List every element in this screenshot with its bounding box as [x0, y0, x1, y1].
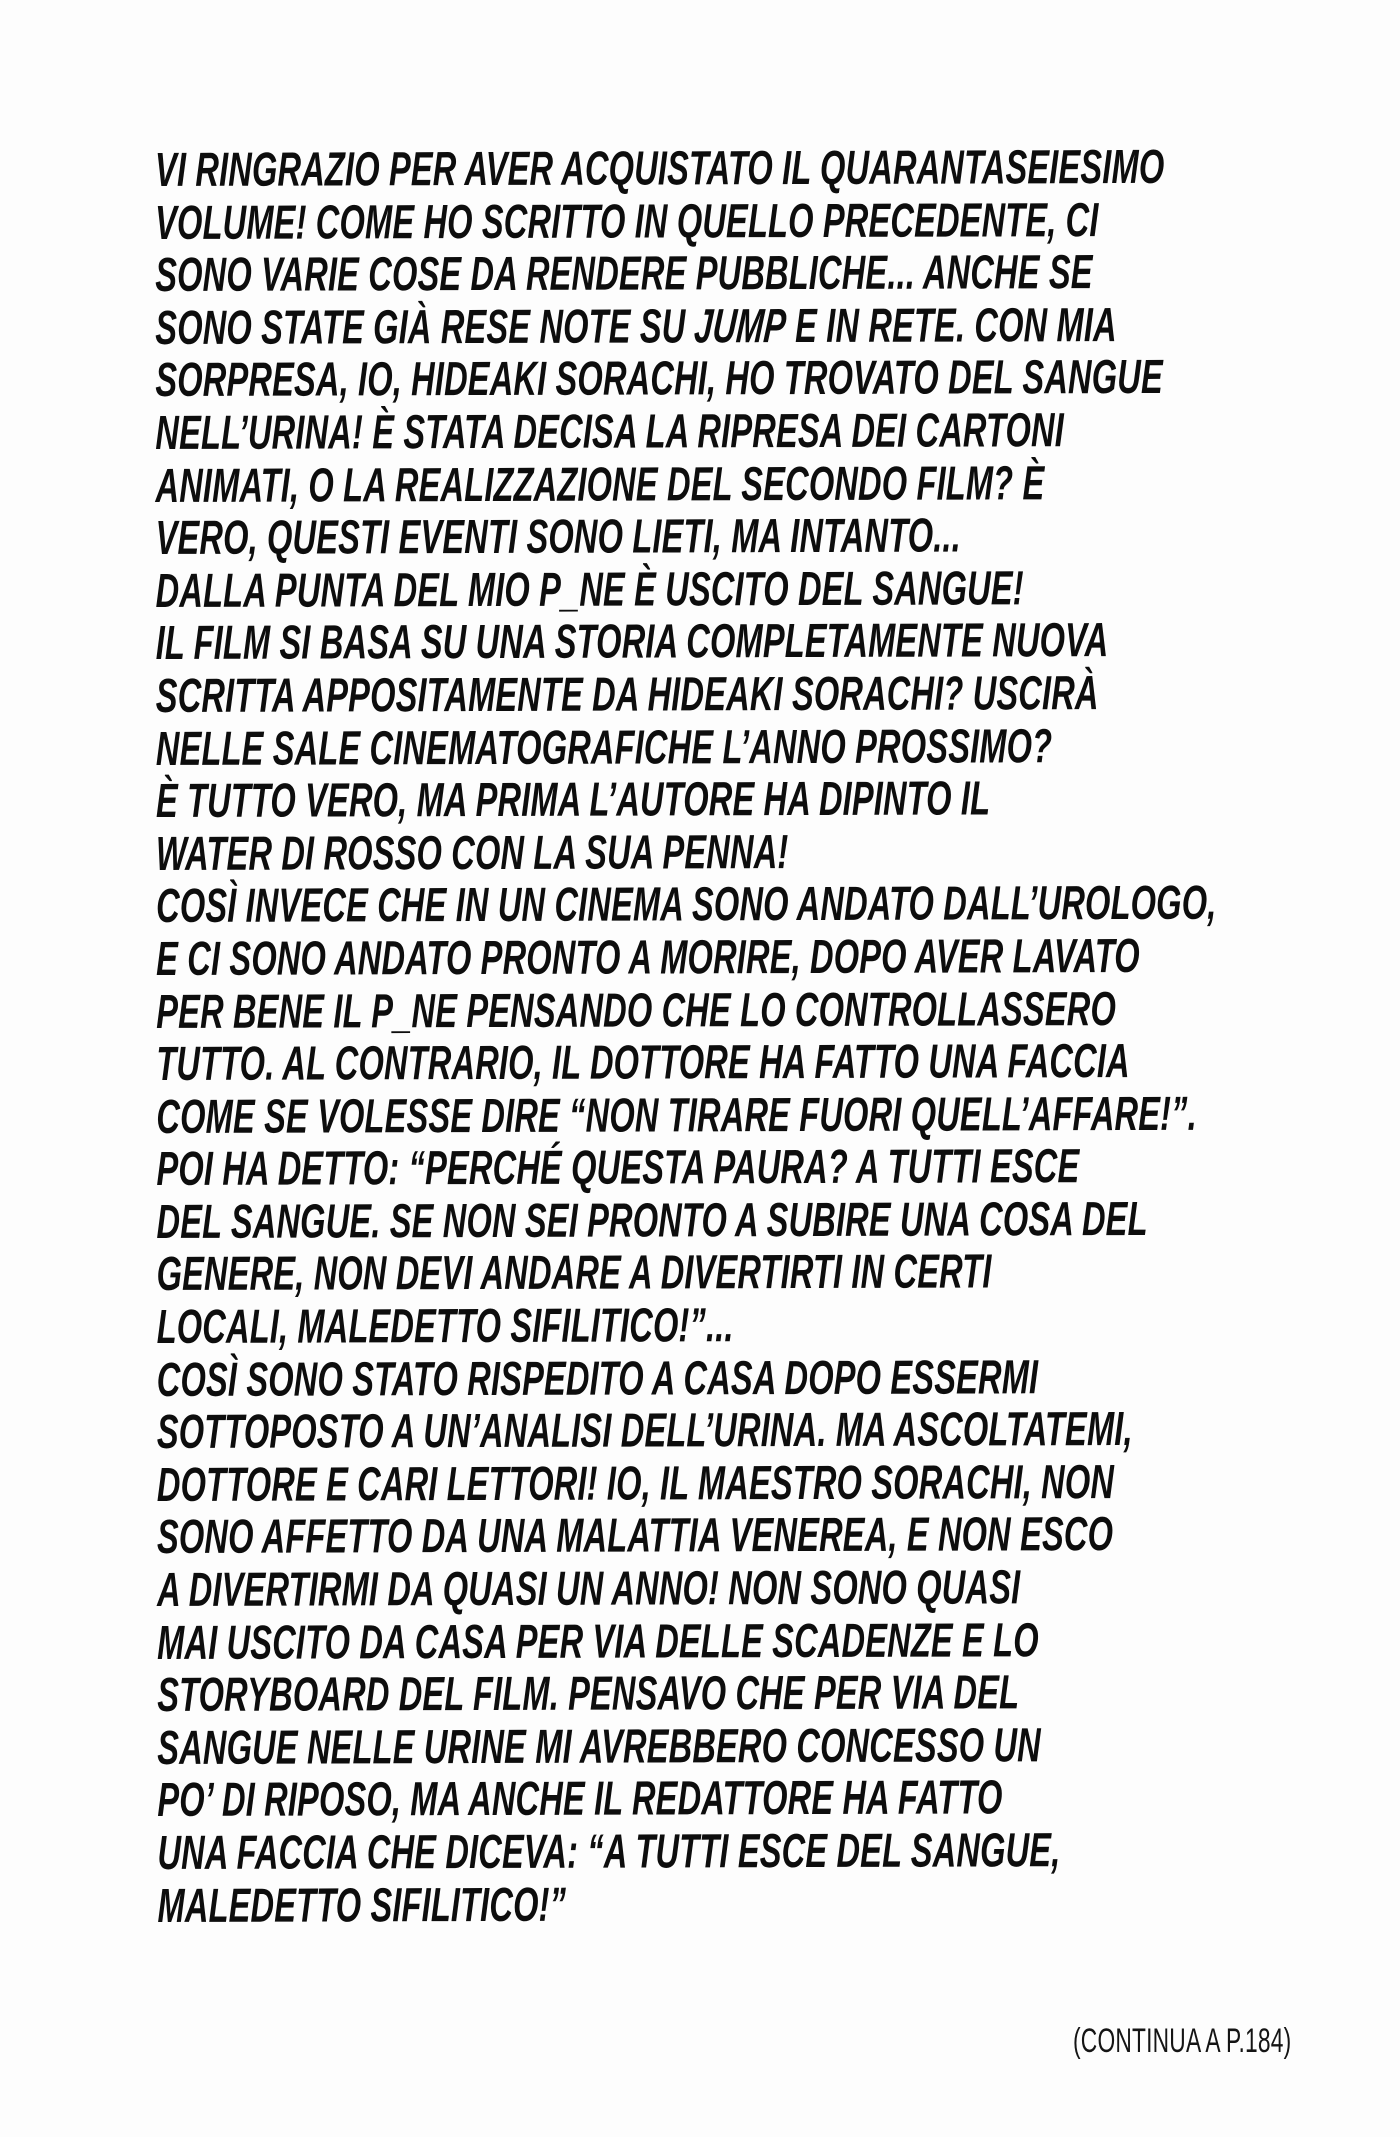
note-line: POI HA DETTO: “PERCHÉ QUESTA PAURA? A TUTTI ESCE — [156, 1140, 1080, 1197]
note-line-segment: SONO STATE GIÀ RESE NOTE SU — [155, 300, 695, 355]
note-line: DOTTORE E CARI LETTORI! IO, IL MAESTRO SORACHI, NON — [156, 1455, 1115, 1512]
note-line: LOCALI, MALEDETTO SIFILITICO!”... — [156, 1299, 734, 1355]
note-line: DEL SANGUE. SE NON SEI PRONTO A SUBIRE UNA COSA DEL — [156, 1192, 1148, 1249]
note-line-segment: E IN RETE. CON MIA — [785, 298, 1117, 353]
note-line: ANIMATI, O LA REALIZZAZIONE DEL SECONDO FILM? È — [155, 456, 1045, 513]
note-line: MAI USCITO DA CASA PER VIA DELLE SCADENZE E LO — [157, 1613, 1039, 1670]
note-line: SCRITTA APPOSITAMENTE DA HIDEAKI SORACHI? USCIRÀ — [155, 667, 1099, 723]
note-line: COME SE VOLESSE DIRE “NON TIRARE FUORI QUELL’AFFARE!”. — [156, 1087, 1197, 1144]
note-line: VI RINGRAZIO PER AVER ACQUISTATO IL QUARANTASEIESIMO — [154, 140, 1165, 197]
note-line: PO’ DI RIPOSO, MA ANCHE IL REDATTORE HA FATTO — [157, 1771, 1003, 1828]
note-line: WATER DI ROSSO CON LA SUA PENNA! — [155, 825, 789, 881]
continuation-note: (CONTINUA A P.184) — [1073, 2022, 1292, 2060]
note-line: NELL’URINA! È STATA DECISA LA RIPRESA DEI CARTONI — [155, 404, 1064, 460]
note-line: DALLA PUNTA DEL MIO P_NE È USCITO DEL SANGUE! — [155, 562, 1024, 618]
note-line: PER BENE IL P_NE PENSANDO CHE LO CONTROLLASSERO — [156, 982, 1117, 1039]
note-line: STORYBOARD DEL FILM. PENSAVO CHE PER VIA DEL — [157, 1666, 1020, 1723]
note-line: E CI SONO ANDATO PRONTO A MORIRE, DOPO AVER LAVATO — [156, 929, 1140, 986]
note-line: È TUTTO VERO, MA PRIMA L’AUTORE HA DIPINTO IL — [155, 772, 991, 829]
note-line: COSÌ INVECE CHE IN UN CINEMA SONO ANDATO DALL’UROLOGO, — [156, 877, 1217, 934]
author-note-text — [155, 142, 1218, 1933]
note-line: GENERE, NON DEVI ANDARE A DIVERTIRTI IN CERTI — [156, 1245, 992, 1302]
note-line: SONO VARIE COSE DA RENDERE PUBBLICHE... ANCHE SE — [155, 246, 1093, 303]
note-line: SONO AFFETTO DA UNA MALATTIA VENEREA, E NON ESCO — [156, 1508, 1114, 1565]
note-line — [155, 300, 1215, 356]
note-line: A DIVERTIRMI DA QUASI UN ANNO! NON SONO QUASI — [157, 1561, 1021, 1618]
note-line: SORPRESA, IO, HIDEAKI SORACHI, HO TROVATO DEL SANGUE — [155, 351, 1163, 408]
note-line: VOLUME! COME HO SCRITTO IN QUELLO PRECEDENTE, CI — [155, 193, 1099, 250]
note-line: NELLE SALE CINEMATOGRAFICHE L’ANNO PROSSIMO? — [155, 719, 1053, 776]
note-line: MALEDETTO SIFILITICO!” — [157, 1878, 567, 1933]
note-line: IL FILM SI BASA SU UNA STORIA COMPLETAMENTE NUOVA — [155, 614, 1109, 671]
note-line: UNA FACCIA CHE DICEVA: “A TUTTI ESCE DEL SANGUE, — [157, 1824, 1061, 1880]
note-line: SOTTOPOSTO A UN’ANALISI DELL’URINA. MA ASCOLTATEMI, — [156, 1403, 1133, 1460]
note-line: COSÌ SONO STATO RISPEDITO A CASA DOPO ESSERMI — [156, 1350, 1039, 1407]
note-line: SANGUE NELLE URINE MI AVREBBERO CONCESSO UN — [157, 1719, 1041, 1775]
note-line: VERO, QUESTI EVENTI SONO LIETI, MA INTANTO... — [155, 509, 961, 566]
jump-magazine-name: JUMP — [692, 299, 789, 354]
note-line: TUTTO. AL CONTRARIO, IL DOTTORE HA FATTO UNA FACCIA — [156, 1035, 1130, 1092]
